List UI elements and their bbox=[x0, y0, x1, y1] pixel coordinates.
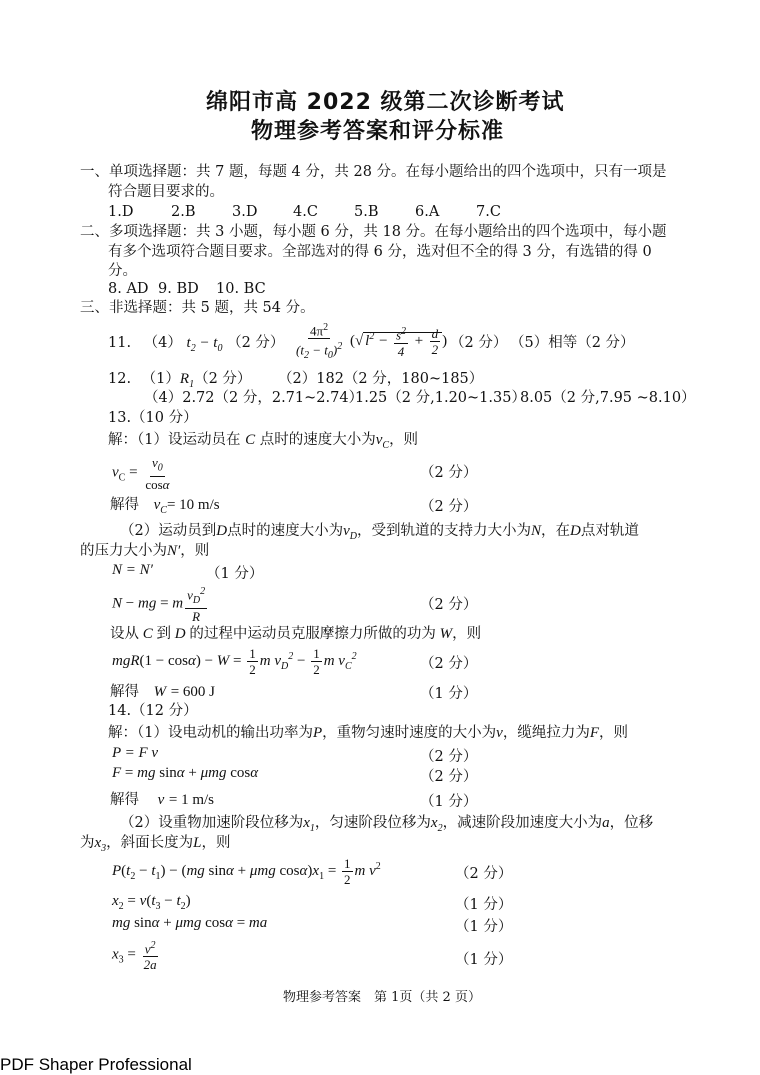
answer-6: 6.A bbox=[415, 204, 440, 220]
q11-formula-a: $t_2 - t_0$ bbox=[186, 335, 223, 354]
q13-score-c: （1 分） bbox=[206, 566, 264, 582]
q14-intro-b: ，重物匀速时速度的大小为 bbox=[322, 725, 497, 741]
q13-intro-b: 点时的速度大小为 bbox=[259, 432, 376, 448]
q13-intro: 解：（1）设运动员在 C 点时的速度大小为$v_C$，则 bbox=[108, 432, 419, 451]
q14-intro-a: 解：（1）设电动机的输出功率为 bbox=[108, 725, 313, 741]
q13-p2-line-1: （2）运动员到D点时的速度大小为$v_D$，受到轨道的支持力大小为N，在D点对轨道 bbox=[120, 523, 639, 542]
q13-p2-d: ，在 bbox=[541, 523, 570, 539]
q14-eq-6: $x_3$ = $\frac{v^2}{2a}$ bbox=[112, 940, 157, 973]
q13-eq-3: N − mg = m $\frac{v_D^2}{R}$ bbox=[112, 586, 206, 624]
q14-score-d: （2 分） bbox=[455, 866, 513, 882]
section2-heading: 二、多项选择题：共 3 小题，每小题 6 分，共 18 分。在每小题给出的四个选项中，每小题 bbox=[80, 224, 667, 240]
answer-1: 1.D bbox=[108, 204, 134, 220]
answer-5: 5.B bbox=[354, 204, 379, 220]
q13-score-a: （2 分） bbox=[420, 465, 478, 481]
q14-intro-d: ，则 bbox=[599, 725, 628, 741]
q11-part5: （5）相等（2 分） bbox=[510, 335, 635, 351]
q14-score-a: （2 分） bbox=[420, 749, 478, 765]
q12-r1: $R_1$ bbox=[179, 371, 195, 390]
q14-eq-4: $x_2 = v(t_3 - t_2)$ bbox=[112, 893, 191, 912]
q14-eq-5: mg sinα + μmg cosα = ma bbox=[112, 915, 268, 931]
q13-score-f: （1 分） bbox=[420, 686, 478, 702]
q12-label: 12. bbox=[108, 371, 132, 387]
q14-p2-c: ，减速阶段加速度大小为 bbox=[442, 815, 603, 831]
q14-p2-b: ，匀速阶段位移为 bbox=[314, 815, 431, 831]
answer-9: 9. BD bbox=[158, 281, 199, 297]
q13-solve2-label: 解得 bbox=[110, 684, 139, 700]
q12-line-2a: （4）2.72（2 分，2.71~2.74） bbox=[144, 390, 364, 406]
q12-part2: （2）182（2 分，180~185） bbox=[278, 371, 484, 387]
q14-score-c: （1 分） bbox=[420, 794, 478, 810]
section2-heading-cont1: 有多个选项符合题目要求。全部选对的得 6 分，选对但不全的得 3 分，有选错的得 0 bbox=[108, 244, 652, 260]
q13-p3-c: 的过程中运动员克服摩擦力所做的功为 bbox=[189, 626, 436, 642]
q13-label: 13.（10 分） bbox=[108, 410, 198, 426]
q13-solve-2: 解得 W = 600 J bbox=[110, 684, 216, 700]
q11-score-2: （2 分） bbox=[450, 335, 508, 351]
q14-p2-a: （2）设重物加速阶段位移为 bbox=[120, 815, 304, 831]
page-footer: 物理参考答案 第 1页（共 2 页） bbox=[283, 990, 481, 1005]
q13-solve-val: = 10 m/s bbox=[166, 497, 220, 513]
title-line-2: 物理参考答案和评分标准 bbox=[251, 119, 505, 144]
q11-label: 11. bbox=[108, 335, 132, 351]
answer-4: 4.C bbox=[293, 204, 318, 220]
q13-solve-1: 解得 $v_C= 10$ m/s bbox=[110, 497, 220, 516]
q11-line bbox=[108, 333, 284, 359]
q13-p2-f: 的压力大小为 bbox=[80, 543, 167, 559]
q14-p2-f: ，斜面长度为 bbox=[106, 835, 194, 851]
q14-label: 14.（12 分） bbox=[108, 703, 198, 719]
q13-eq-2: N = N′ bbox=[112, 562, 153, 578]
q13-score-d: （2 分） bbox=[420, 597, 478, 613]
q13-intro-c: ，则 bbox=[389, 432, 419, 448]
answer-10: 10. BC bbox=[216, 281, 266, 297]
q12-line-2c: 8.05（2 分,7.95 ~8.10） bbox=[520, 390, 696, 406]
q11-formula-b: $\frac{4\pi^2}{(t_2 - t_0)^2}$ (√ $l^2$ − $\frac{s^2}{4}$ + $\frac{d}{2}$ ) bbox=[296, 322, 448, 362]
answer-2: 2.B bbox=[171, 204, 196, 220]
q13-p2-line-2: 的压力大小为N′，则 bbox=[80, 543, 210, 559]
q14-score-g: （1 分） bbox=[455, 952, 513, 968]
q13-solve-label: 解得 bbox=[110, 497, 139, 513]
q13-intro-a: 解：（1）设运动员在 bbox=[108, 432, 241, 448]
answer-8: 8. AD bbox=[108, 281, 149, 297]
q11-score-1: （2 分） bbox=[227, 335, 285, 351]
q14-solve: 解得 v = 1 m/s bbox=[110, 792, 215, 808]
q11-part4: （4） bbox=[143, 335, 182, 351]
q13-p3: 设从 C 到 D 的过程中运动员克服摩擦力所做的功为 W，则 bbox=[110, 626, 482, 642]
answer-7: 7.C bbox=[476, 204, 501, 220]
q14-score-f: （1 分） bbox=[455, 919, 513, 935]
q13-p2-b: 点时的速度大小为 bbox=[227, 523, 344, 539]
q12-part1-score: （2 分） bbox=[194, 371, 252, 387]
q13-solve2-val: = 600 J bbox=[170, 684, 216, 700]
q14-p2-g: ，则 bbox=[201, 835, 231, 851]
section1-heading-cont: 符合题目要求的。 bbox=[108, 184, 224, 200]
q13-p2-g: ，则 bbox=[180, 543, 210, 559]
section2-heading-cont2: 分。 bbox=[108, 263, 137, 279]
q14-p2-e: 为 bbox=[80, 835, 95, 851]
q14-p2-line-1: （2）设重物加速阶段位移为$x_1$，匀速阶段位移为$x_2$，减速阶段加速度大小为a，位移 bbox=[120, 815, 654, 834]
q13-p3-a: 设从 bbox=[110, 626, 139, 642]
q13-eq-4: mgR(1 − cosα) − W = $\frac{1}{2}$ m $v_D^2$ − $\frac{1}{2}$ m $v_C^2$ bbox=[112, 646, 357, 677]
answer-3: 3.D bbox=[232, 204, 258, 220]
q14-solve-val: = 1 m/s bbox=[168, 792, 215, 808]
watermark: PDF Shaper Professional bbox=[0, 1055, 192, 1074]
q13-p2-c: ，受到轨道的支持力大小为 bbox=[356, 523, 531, 539]
q14-p2-line-2: 为$x_3$，斜面长度为L，则 bbox=[80, 835, 231, 854]
q14-score-e: （1 分） bbox=[455, 897, 513, 913]
q13-score-b: （2 分） bbox=[420, 499, 478, 515]
q14-eq-3: $P(t_2 - t_1) - (mg$ sinα + μmg $\cos\alpha)x_1$ = $\frac{1}{2}$ m $v^2$ bbox=[112, 856, 381, 887]
q14-score-b: （2 分） bbox=[420, 769, 478, 785]
q14-eq-2: F = mg sinα + μmg cosα bbox=[112, 765, 259, 781]
q13-eq-1: $v_C$ = $\frac{v_0}{\cos\alpha}$ bbox=[112, 455, 170, 492]
q14-intro-c: ，缆绳拉力为 bbox=[502, 725, 590, 741]
q13-p3-d: ，则 bbox=[452, 626, 482, 642]
q13-p3-b: 到 bbox=[156, 626, 172, 642]
title-line-1: 绵阳市高 2022 级第二次诊断考试 bbox=[206, 90, 565, 115]
q13-p2-a: （2）运动员到 bbox=[120, 523, 217, 539]
q13-p2-e: 点对轨道 bbox=[580, 523, 639, 539]
section1-heading: 一、单项选择题：共 7 题，每题 4 分，共 28 分。在每小题给出的四个选项中，只有一项是 bbox=[80, 164, 667, 180]
q14-p2-d: ，位移 bbox=[609, 815, 654, 831]
q14-solve-label: 解得 bbox=[110, 792, 139, 808]
section3-heading: 三、非选择题：共 5 题，共 54 分。 bbox=[80, 300, 315, 316]
q12-part1: （1） bbox=[141, 371, 180, 387]
q13-score-e: （2 分） bbox=[420, 656, 478, 672]
q14-eq-1: P = F v bbox=[112, 745, 159, 761]
q14-intro: 解：（1）设电动机的输出功率为P，重物匀速时速度的大小为v，缆绳拉力为F，则 bbox=[108, 725, 628, 741]
q12-line-2b: 1.25（2 分,1.20~1.35） bbox=[355, 390, 526, 406]
